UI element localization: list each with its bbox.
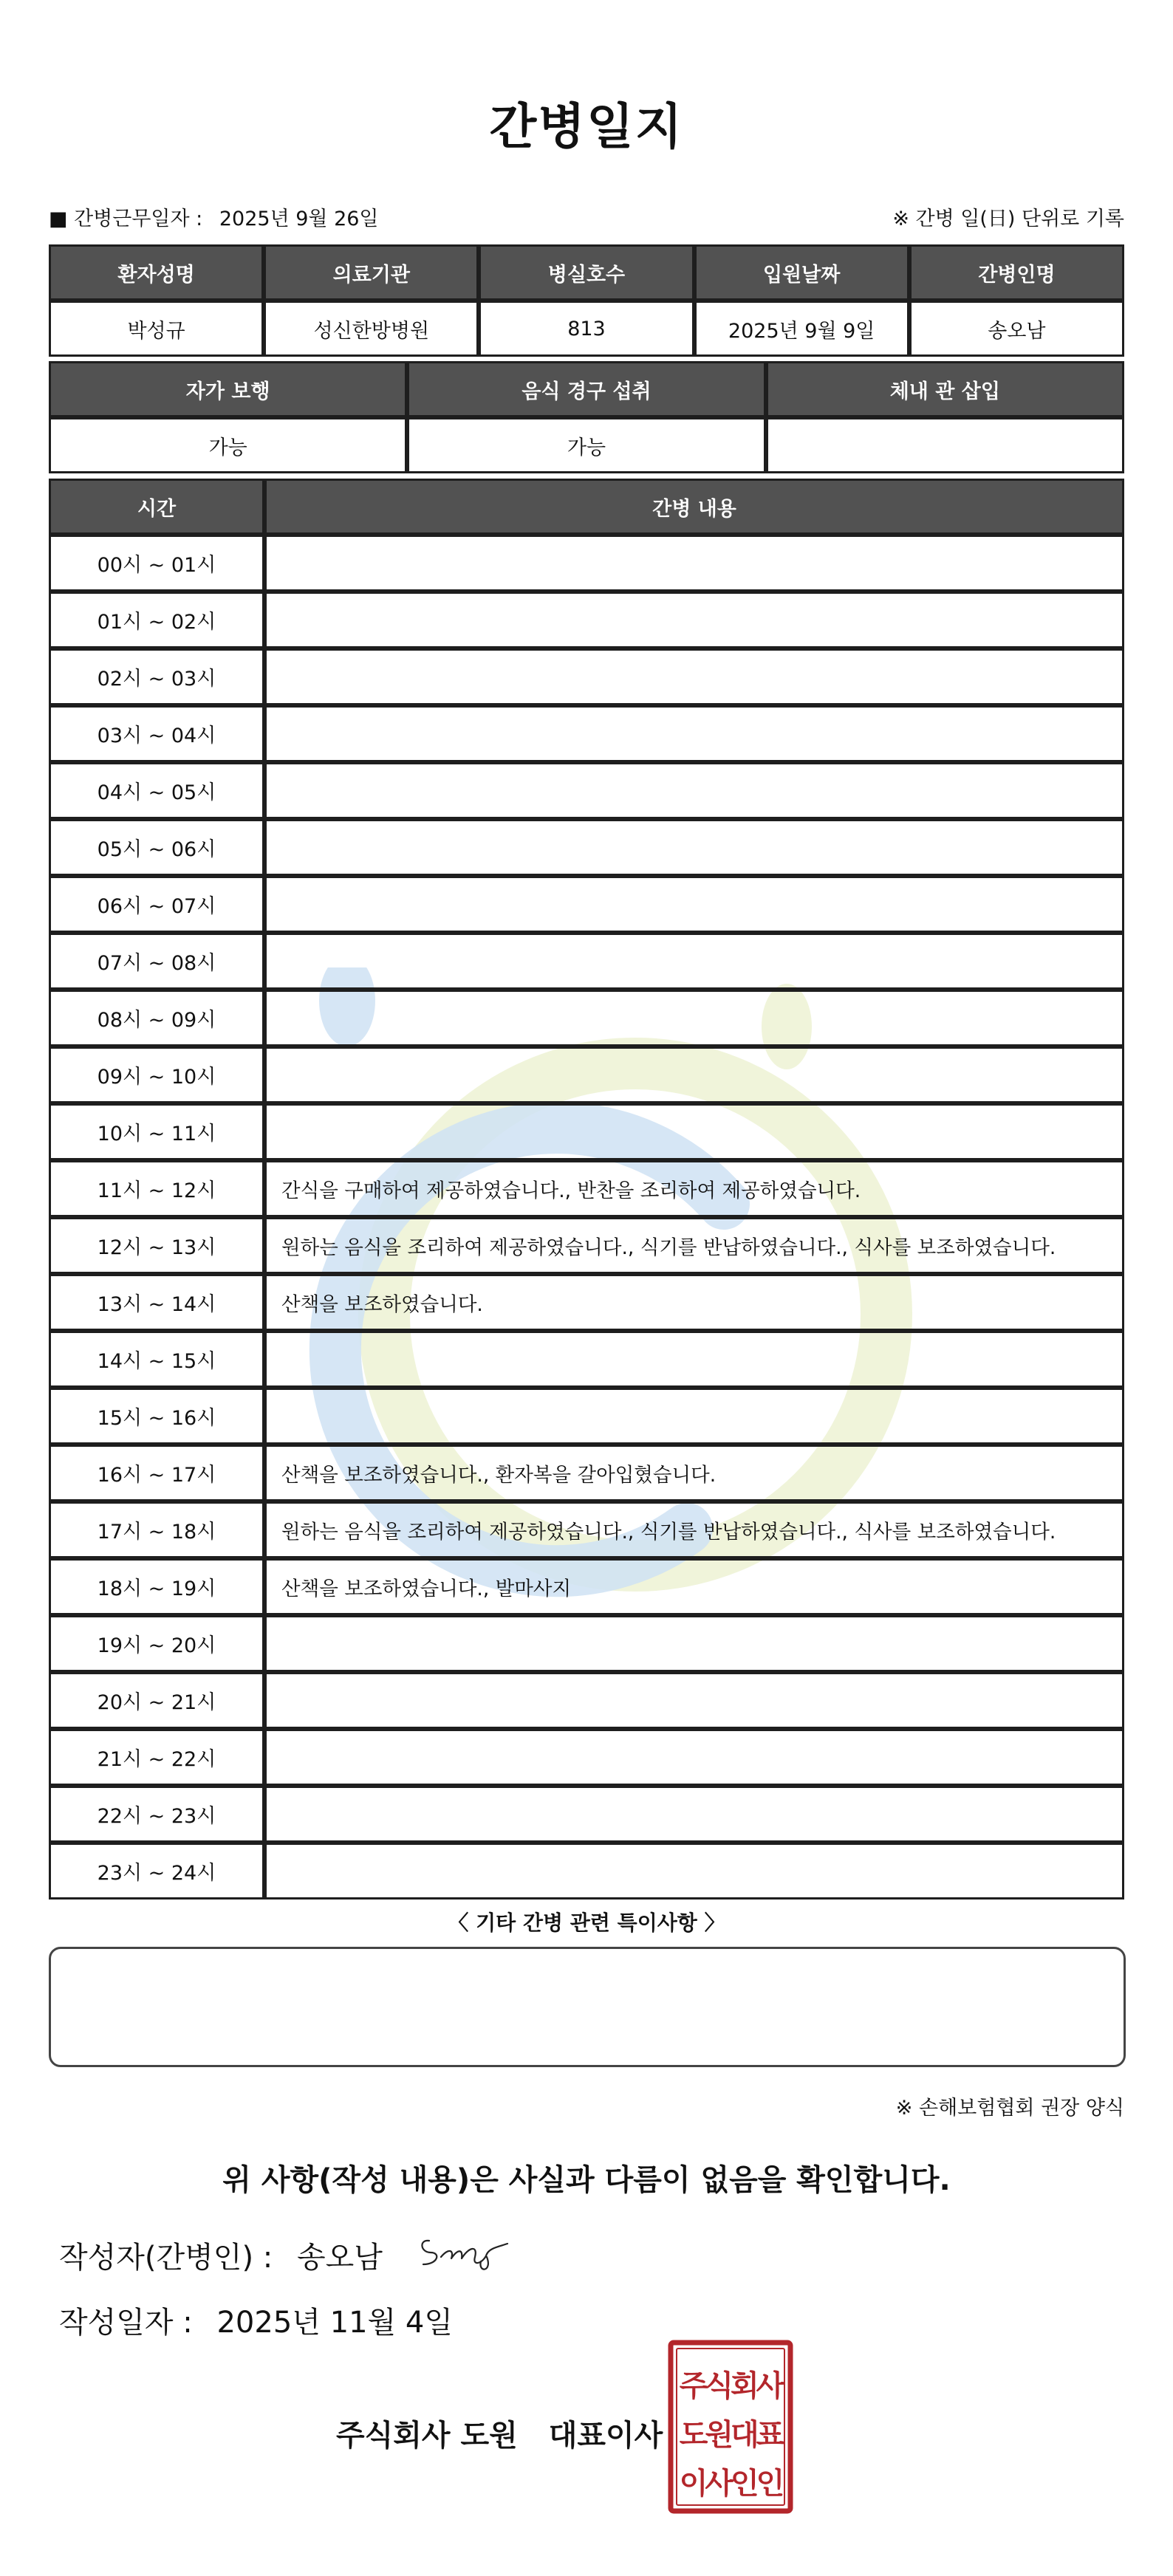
written-date-value: 2025년 11월 4일 xyxy=(216,2306,453,2340)
time-cell: 14시 ~ 15시 xyxy=(49,1331,264,1388)
time-cell: 21시 ~ 22시 xyxy=(49,1729,264,1786)
admission-date-header: 입원날짜 xyxy=(694,244,909,301)
content-cell xyxy=(264,1843,1124,1900)
table-row xyxy=(49,1501,1124,1558)
content-cell xyxy=(264,1388,1124,1445)
oral-intake-header: 음식 경구 섭취 xyxy=(407,361,765,417)
time-cell: 23시 ~ 24시 xyxy=(49,1843,264,1900)
content-cell: 산책을 보조하였습니다. xyxy=(264,1274,1124,1331)
recommend-note: ※ 손해보험협회 권장 양식 xyxy=(895,2097,1124,2120)
table-row xyxy=(49,1103,1124,1160)
time-cell: 05시 ~ 06시 xyxy=(49,819,264,876)
unit-note: ※ 간병 일(日) 단위로 기록 xyxy=(892,208,1124,230)
time-cell: 20시 ~ 21시 xyxy=(49,1672,264,1729)
table-row xyxy=(49,1445,1124,1501)
table-row xyxy=(49,535,1124,592)
confirm-statement: 위 사항(작성 내용)은 사실과 다름이 없음을 확인합니다. xyxy=(222,2163,951,2197)
content-cell xyxy=(264,1103,1124,1160)
patient-status-table xyxy=(49,361,1124,473)
content-cell xyxy=(264,990,1124,1046)
writer-label: 작성자(간병인) : xyxy=(59,2241,273,2275)
content-cell xyxy=(264,705,1124,762)
table-row xyxy=(49,592,1124,648)
content-cell xyxy=(264,1672,1124,1729)
walking-header: 자가 보행 xyxy=(49,361,407,417)
company-name: 주식회사 도원 xyxy=(336,2419,518,2453)
care-log-table xyxy=(49,479,1124,1900)
content-cell xyxy=(264,648,1124,705)
work-date xyxy=(49,202,379,231)
content-cell xyxy=(264,1729,1124,1786)
table-row xyxy=(49,1217,1124,1274)
content-cell xyxy=(264,592,1124,648)
table-row xyxy=(49,1046,1124,1103)
content-cell xyxy=(264,876,1124,933)
patient-info-table xyxy=(49,244,1124,357)
time-cell: 19시 ~ 20시 xyxy=(49,1615,264,1672)
time-cell: 06시 ~ 07시 xyxy=(49,876,264,933)
content-cell: 원하는 음식을 조리하여 제공하였습니다., 식기를 반납하였습니다., 식사를 보조하였습니다. xyxy=(264,1501,1124,1558)
company-title: 대표이사 xyxy=(548,2419,663,2453)
company-seal-icon xyxy=(668,2340,793,2514)
time-cell: 02시 ~ 03시 xyxy=(49,648,264,705)
time-cell: 15시 ~ 16시 xyxy=(49,1388,264,1445)
content-cell xyxy=(264,933,1124,990)
time-cell: 11시 ~ 12시 xyxy=(49,1160,264,1217)
writer-name: 송오남 xyxy=(296,2241,383,2275)
company-signoff xyxy=(336,2412,663,2454)
table-row xyxy=(49,819,1124,876)
content-cell xyxy=(264,819,1124,876)
signature-icon xyxy=(416,2227,516,2275)
content-cell: 산책을 보조하였습니다., 환자복을 갈아입혔습니다. xyxy=(264,1445,1124,1501)
tube-value xyxy=(766,417,1124,473)
table-row xyxy=(49,1672,1124,1729)
table-row xyxy=(49,762,1124,819)
time-cell: 09시 ~ 10시 xyxy=(49,1046,264,1103)
table-row xyxy=(49,648,1124,705)
written-date-line xyxy=(59,2299,453,2341)
admission-date-value: 2025년 9월 9일 xyxy=(694,301,909,357)
time-cell: 00시 ~ 01시 xyxy=(49,535,264,592)
page-title: 간병일지 xyxy=(489,98,684,155)
table-row xyxy=(49,1786,1124,1843)
notes-box xyxy=(49,1947,1126,2067)
time-cell: 13시 ~ 14시 xyxy=(49,1274,264,1331)
patient-name-header: 환자성명 xyxy=(49,244,264,301)
table-row xyxy=(49,705,1124,762)
table-row xyxy=(49,1388,1124,1445)
content-cell xyxy=(264,1615,1124,1672)
time-cell: 04시 ~ 05시 xyxy=(49,762,264,819)
time-cell: 12시 ~ 13시 xyxy=(49,1217,264,1274)
table-row xyxy=(49,1729,1124,1786)
content-cell xyxy=(264,1046,1124,1103)
content-header: 간병 내용 xyxy=(264,479,1124,535)
table-row xyxy=(49,990,1124,1046)
caregiver-value: 송오남 xyxy=(909,301,1124,357)
notes-content xyxy=(51,1949,1124,1979)
work-date-label: ■ 간병근무일자 : xyxy=(49,208,203,230)
table-row xyxy=(49,1160,1124,1217)
time-header: 시간 xyxy=(49,479,264,535)
work-date-value: 2025년 9월 26일 xyxy=(219,208,379,230)
content-cell: 원하는 음식을 조리하여 제공하였습니다., 식기를 반납하였습니다., 식사를 보조하였습니다. xyxy=(264,1217,1124,1274)
content-cell: 간식을 구매하여 제공하였습니다., 반찬을 조리하여 제공하였습니다. xyxy=(264,1160,1124,1217)
walking-value: 가능 xyxy=(49,417,407,473)
time-cell: 16시 ~ 17시 xyxy=(49,1445,264,1501)
time-cell: 08시 ~ 09시 xyxy=(49,990,264,1046)
time-cell: 10시 ~ 11시 xyxy=(49,1103,264,1160)
table-row xyxy=(49,1615,1124,1672)
time-cell: 03시 ~ 04시 xyxy=(49,705,264,762)
content-cell: 산책을 보조하였습니다., 발마사지 xyxy=(264,1558,1124,1615)
table-row xyxy=(49,876,1124,933)
content-cell xyxy=(264,535,1124,592)
svg-text:이사인인: 이사인인 xyxy=(679,2467,782,2501)
writer-line xyxy=(59,2234,383,2276)
svg-text:도원대표: 도원대표 xyxy=(679,2418,782,2452)
hospital-header: 의료기관 xyxy=(264,244,479,301)
tube-header: 체내 관 삽입 xyxy=(766,361,1124,417)
oral-intake-value: 가능 xyxy=(407,417,765,473)
caregiver-header: 간병인명 xyxy=(909,244,1124,301)
time-cell: 18시 ~ 19시 xyxy=(49,1558,264,1615)
written-date-label: 작성일자 : xyxy=(59,2306,193,2340)
room-value: 813 xyxy=(479,301,694,357)
table-row xyxy=(49,933,1124,990)
time-cell: 07시 ~ 08시 xyxy=(49,933,264,990)
notes-title: 〈 기타 간병 관련 특이사항 〉 xyxy=(448,1911,725,1935)
patient-name-value: 박성규 xyxy=(49,301,264,357)
table-row xyxy=(49,1843,1124,1900)
svg-text:주식회사: 주식회사 xyxy=(679,2369,782,2403)
table-row xyxy=(49,1331,1124,1388)
room-header: 병실호수 xyxy=(479,244,694,301)
content-cell xyxy=(264,762,1124,819)
table-row xyxy=(49,1274,1124,1331)
time-cell: 01시 ~ 02시 xyxy=(49,592,264,648)
table-row xyxy=(49,1558,1124,1615)
hospital-value: 성신한방병원 xyxy=(264,301,479,357)
content-cell xyxy=(264,1331,1124,1388)
content-cell xyxy=(264,1786,1124,1843)
time-cell: 22시 ~ 23시 xyxy=(49,1786,264,1843)
time-cell: 17시 ~ 18시 xyxy=(49,1501,264,1558)
